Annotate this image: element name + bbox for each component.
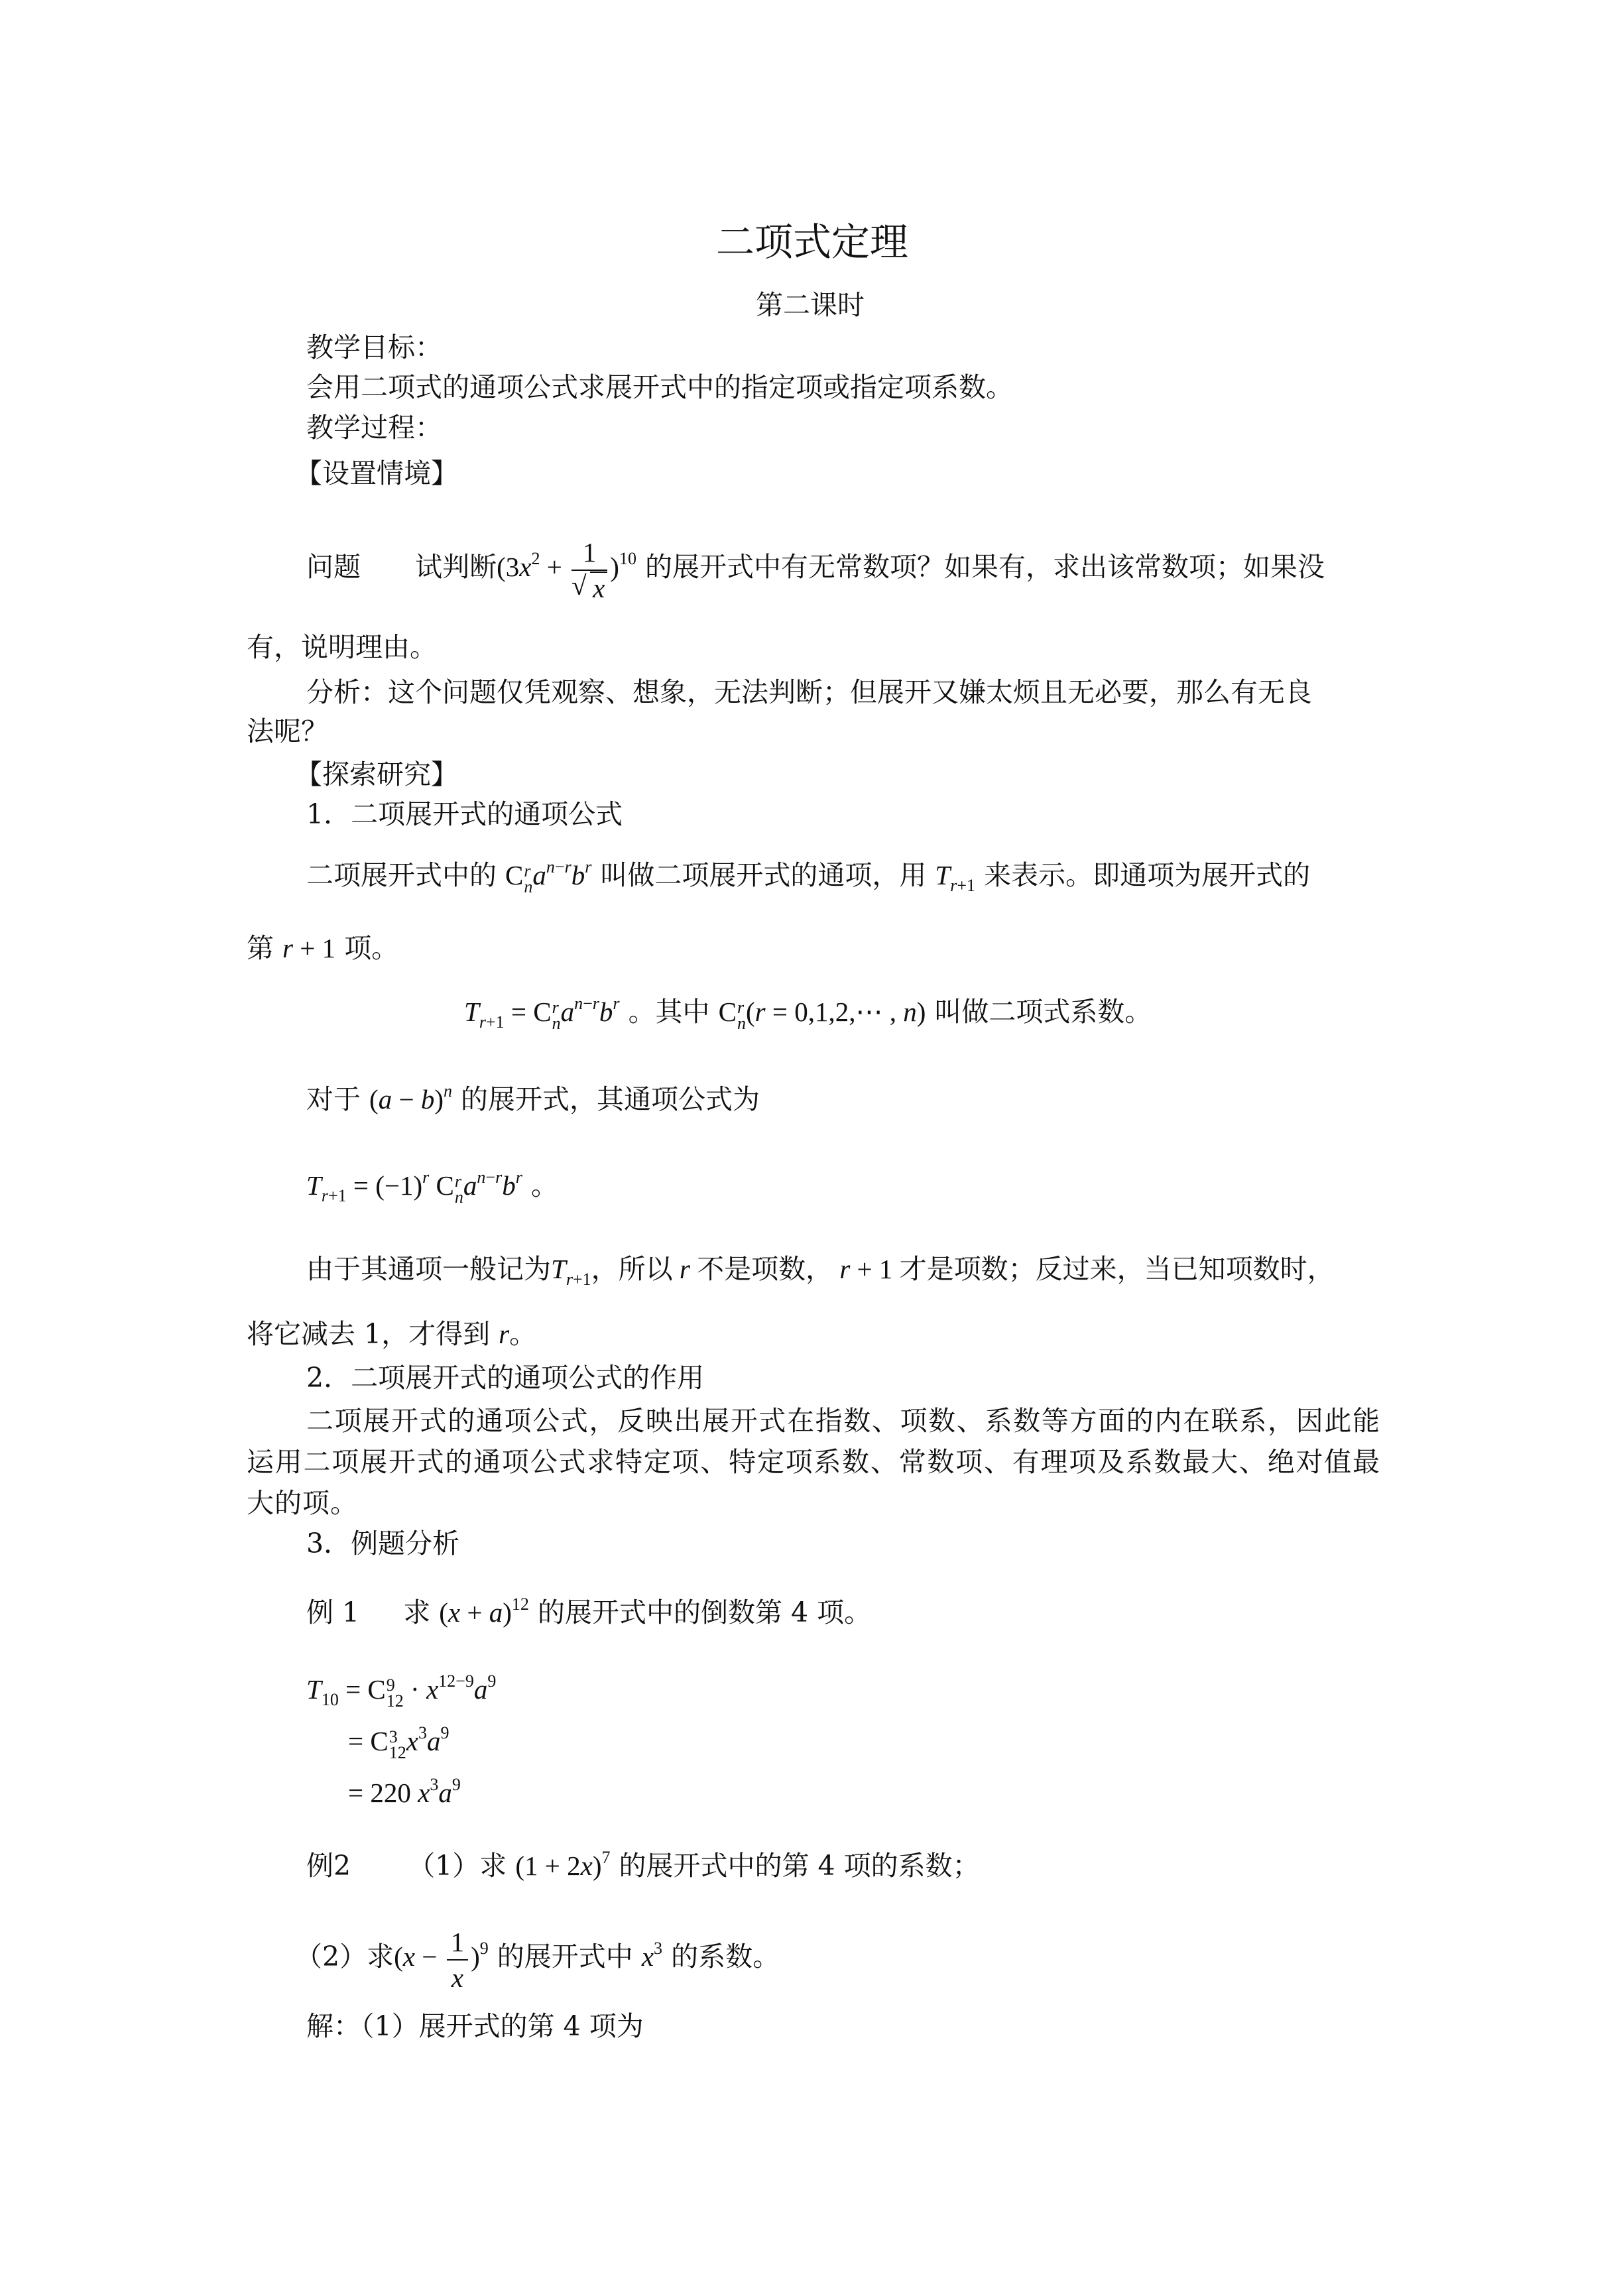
general-term-line <box>306 857 1310 894</box>
item-2-heading: 2．二项展开式的通项公式的作用 <box>306 1362 705 1394</box>
term-symbol: $T_{r+1}$ <box>935 860 976 895</box>
general-text-a: 二项展开式中的 <box>306 859 497 891</box>
problem-line <box>306 530 1325 605</box>
minus-formula: $T_{r+1} = (-1)^r$ C r n $a^{n-r}b^r$ <box>306 1168 522 1207</box>
section-setup: 【设置情境】 <box>295 457 458 489</box>
example-1-text-b: 的展开式中的倒数第 4 项。 <box>537 1597 872 1628</box>
general-text-b: 叫做二项展开式的通项，用 <box>600 859 927 891</box>
minus-case-a: 对于 <box>306 1083 361 1115</box>
note-d: 才是项数；反过来，当已知项数时， <box>899 1253 1335 1285</box>
general-text-d1: 第 <box>247 932 274 964</box>
page-title: 二项式定理 <box>716 219 909 265</box>
example-1-step-1: $T_{10} = C$ 9 12 · $x^{12-9}a^9$ <box>306 1671 497 1711</box>
problem-text-c: 有，说明理由。 <box>247 631 437 663</box>
general-text-c: 来表示。即通项为展开式的 <box>984 859 1311 891</box>
general-formula-line <box>464 993 1152 1031</box>
formula-tail-a: 。其中 <box>628 996 710 1028</box>
note-c: 不是项数， <box>697 1253 833 1285</box>
minus-formula-line <box>306 1167 558 1205</box>
problem-label: 问题 <box>306 551 361 583</box>
example-1-expression: $(x + a)^{12}$ <box>439 1595 529 1628</box>
example-2-line-2: （2）求(x − $\frac{1}{x}$ )$^9$ 的展开式中 $x^3$ 的系数。 <box>295 1920 780 1995</box>
example-2-label: 例2 <box>306 1850 351 1882</box>
note-e: 将它减去 1，才得到 <box>247 1318 491 1350</box>
note-line-1: 由于其通项一般记为$T_{r+1}$，所以 r 不是项数， r + 1 才是项数；反过来，当已知项数时， <box>306 1253 1335 1289</box>
minus-case-b: 的展开式，其通项公式为 <box>461 1083 760 1115</box>
role-text: 二项展开式的通项公式，反映出展开式在指数、项数、系数等方面的内在联系，因此能运用二项展开式的通项公式求特定项、特定项系数、常数项、有理项及系数最大、绝对值最大的项。 <box>247 1405 1380 1519</box>
note-b: ，所以 <box>591 1253 673 1285</box>
minus-case-line <box>306 1081 760 1118</box>
general-term-formula: C r n $a^{n-r}b^r$ <box>505 857 592 896</box>
analysis-line-2: 法呢？ <box>247 715 328 747</box>
objective-text: 会用二项式的通项公式求展开式中的指定项或指定项系数。 <box>306 371 1013 403</box>
note-f: 。 <box>509 1318 537 1350</box>
example-2-text-e: 的系数。 <box>671 1941 780 1972</box>
example-2-line-1 <box>306 1847 980 1884</box>
example-1-label: 例 1 <box>306 1597 360 1628</box>
example-1-step-3: = 220 $x^3a^9$ <box>348 1775 461 1808</box>
example-2-text-b: 的展开式中的第 4 项的系数； <box>619 1850 980 1882</box>
objective-heading: 教学目标： <box>306 332 442 363</box>
analysis-line-1: 分析：这个问题仅凭观察、想象，无法判断；但展开又嫌太烦且无必要，那么有无良 <box>306 676 1312 708</box>
general-text-d2: 项。 <box>344 932 399 964</box>
example-2-expression-1: $(1 + 2x)^7$ <box>515 1848 611 1881</box>
minus-case-expression: $(a - b)^n$ <box>369 1081 452 1115</box>
item-3-heading: 3．例题分析 <box>306 1528 460 1559</box>
example-1-result: = 220 <box>348 1778 411 1808</box>
example-2-text-a: （1）求 <box>408 1850 507 1882</box>
note-a: 由于其通项一般记为 <box>306 1253 551 1285</box>
problem-expression: ($3x^2$ + 1 √ x )$^{10}$ <box>497 552 636 582</box>
example-2-text-d: 的展开式中 <box>497 1941 633 1972</box>
note-line-2: 将它减去 1，才得到 r。 <box>247 1318 537 1350</box>
minus-formula-period: 。 <box>530 1170 558 1201</box>
example-2-expression-2: (x − $\frac{1}{x}$ )$^9$ <box>394 1941 489 1972</box>
process-heading: 教学过程： <box>306 412 442 444</box>
binomial-coefficient: C r n (r = 0,1,2,⋯ , n) <box>718 997 926 1033</box>
page-subtitle: 第二课时 <box>756 289 865 321</box>
formula-tail-b: 叫做二项式系数。 <box>934 996 1152 1028</box>
problem-text-b: 的展开式中有无常数项？如果有，求出该常数项；如果没 <box>644 551 1325 583</box>
example-1-text-a: 求 <box>403 1597 431 1628</box>
example-1-step-2: = C 3 12 $x^3a^9$ <box>348 1723 450 1762</box>
section-explore: 【探索研究】 <box>295 758 458 790</box>
general-formula: $T_{r+1} = C$ r n $a^{n-r}b^r$ <box>464 994 620 1033</box>
example-2-text-c: （2）求 <box>295 1941 394 1972</box>
item-1-heading: 1．二项展开式的通项公式 <box>306 798 623 830</box>
example-1-line <box>306 1594 871 1631</box>
general-term-line-2: 第 r + 1 项。 <box>247 932 399 964</box>
solution-line: 解：（1）展开式的第 4 项为 <box>306 2010 644 2042</box>
problem-text-a: 试判断 <box>415 551 497 583</box>
